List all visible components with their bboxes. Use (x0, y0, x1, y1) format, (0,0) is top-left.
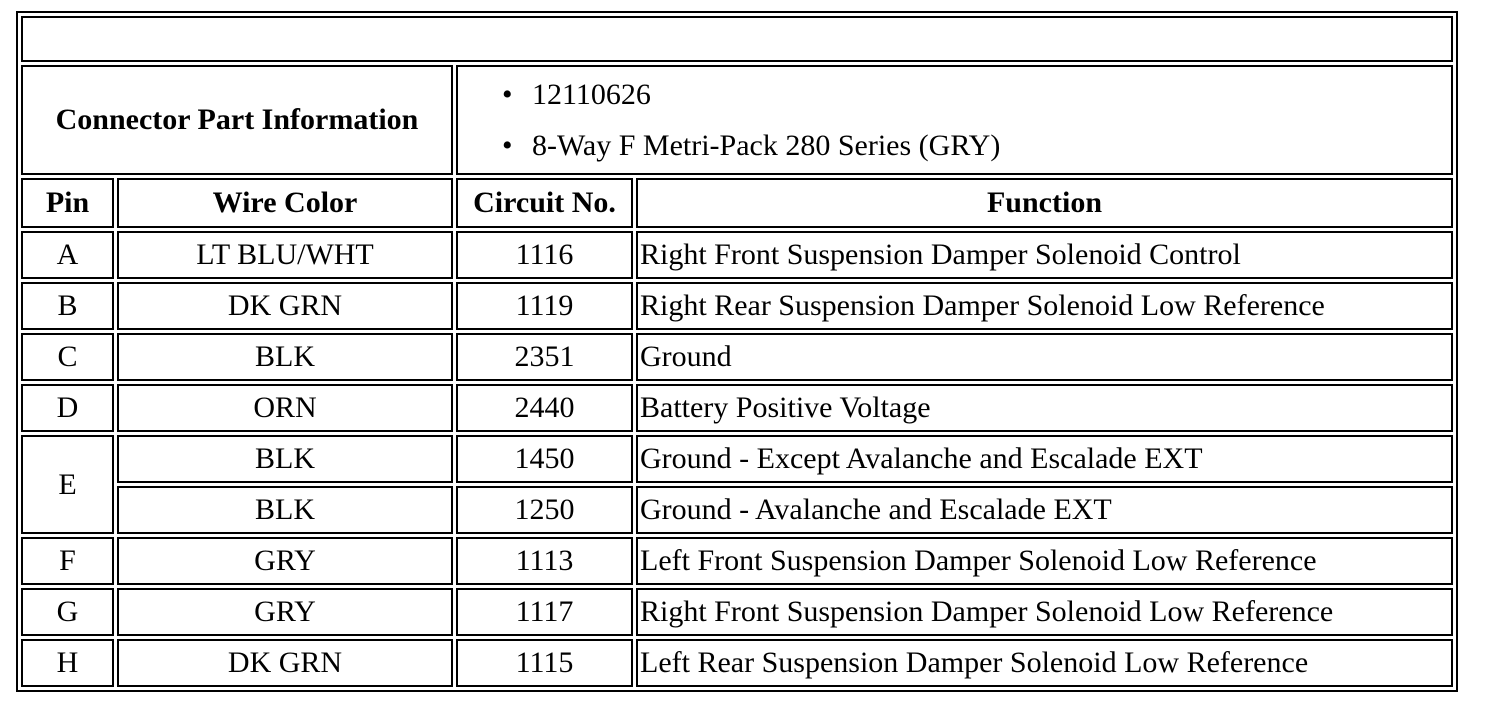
wire-color-cell: LT BLU/WHT (117, 231, 453, 279)
circuit-cell: 1113 (456, 537, 633, 585)
column-header-wire-color: Wire Color (117, 178, 453, 228)
connector-part-label: Connector Part Information (21, 65, 453, 175)
circuit-cell: 2440 (456, 384, 633, 432)
table-title-row (21, 16, 1453, 62)
connector-pinout-table (18, 13, 1456, 690)
circuit-cell: 1119 (456, 282, 633, 330)
function-cell: Ground - Except Avalanche and Escalade EXT (636, 435, 1453, 483)
connector-part-number: • 12110626 (532, 69, 1451, 120)
column-header-function: Function (636, 178, 1453, 228)
pin-cell: F (21, 537, 114, 585)
column-header-row (21, 178, 1453, 228)
table-row (21, 537, 1453, 585)
wire-color-cell: BLK (117, 486, 453, 534)
table-row (21, 282, 1453, 330)
column-header-circuit: Circuit No. (456, 178, 633, 228)
circuit-cell: 1117 (456, 588, 633, 636)
function-cell: Right Front Suspension Damper Solenoid Control (636, 231, 1453, 279)
circuit-cell: 1250 (456, 486, 633, 534)
function-cell: Right Front Suspension Damper Solenoid Low Reference (636, 588, 1453, 636)
connector-part-details (456, 65, 1453, 175)
pin-cell: E (21, 435, 114, 534)
table-row (21, 486, 1453, 534)
bullet-icon: • (502, 129, 513, 162)
circuit-cell: 1116 (456, 231, 633, 279)
column-header-pin: Pin (21, 178, 114, 228)
pin-cell: A (21, 231, 114, 279)
function-cell: Left Front Suspension Damper Solenoid Low Reference (636, 537, 1453, 585)
pin-cell: D (21, 384, 114, 432)
table-row (21, 588, 1453, 636)
circuit-cell: 1115 (456, 639, 633, 687)
pin-cell: G (21, 588, 114, 636)
connector-info-row (21, 65, 1453, 175)
wire-color-cell: GRY (117, 588, 453, 636)
wire-color-cell: BLK (117, 435, 453, 483)
connector-part-description: • 8-Way F Metri-Pack 280 Series (GRY) (532, 120, 1451, 171)
wire-color-cell: DK GRN (117, 639, 453, 687)
connector-table-frame (16, 11, 1458, 692)
pin-cell: H (21, 639, 114, 687)
table-row (21, 435, 1453, 483)
pin-cell: B (21, 282, 114, 330)
connector-part-list (458, 69, 1451, 171)
function-cell: Ground - Avalanche and Escalade EXT (636, 486, 1453, 534)
wire-color-cell: BLK (117, 333, 453, 381)
function-cell: Battery Positive Voltage (636, 384, 1453, 432)
table-row (21, 231, 1453, 279)
function-cell: Ground (636, 333, 1453, 381)
circuit-cell: 2351 (456, 333, 633, 381)
function-cell: Right Rear Suspension Damper Solenoid Low Reference (636, 282, 1453, 330)
wire-color-cell: GRY (117, 537, 453, 585)
bullet-icon: • (502, 78, 513, 111)
pin-cell: C (21, 333, 114, 381)
table-row (21, 384, 1453, 432)
wire-color-cell: DK GRN (117, 282, 453, 330)
table-title-cell (21, 16, 1453, 62)
table-row (21, 333, 1453, 381)
function-cell: Left Rear Suspension Damper Solenoid Low Reference (636, 639, 1453, 687)
table-row (21, 639, 1453, 687)
wire-color-cell: ORN (117, 384, 453, 432)
circuit-cell: 1450 (456, 435, 633, 483)
